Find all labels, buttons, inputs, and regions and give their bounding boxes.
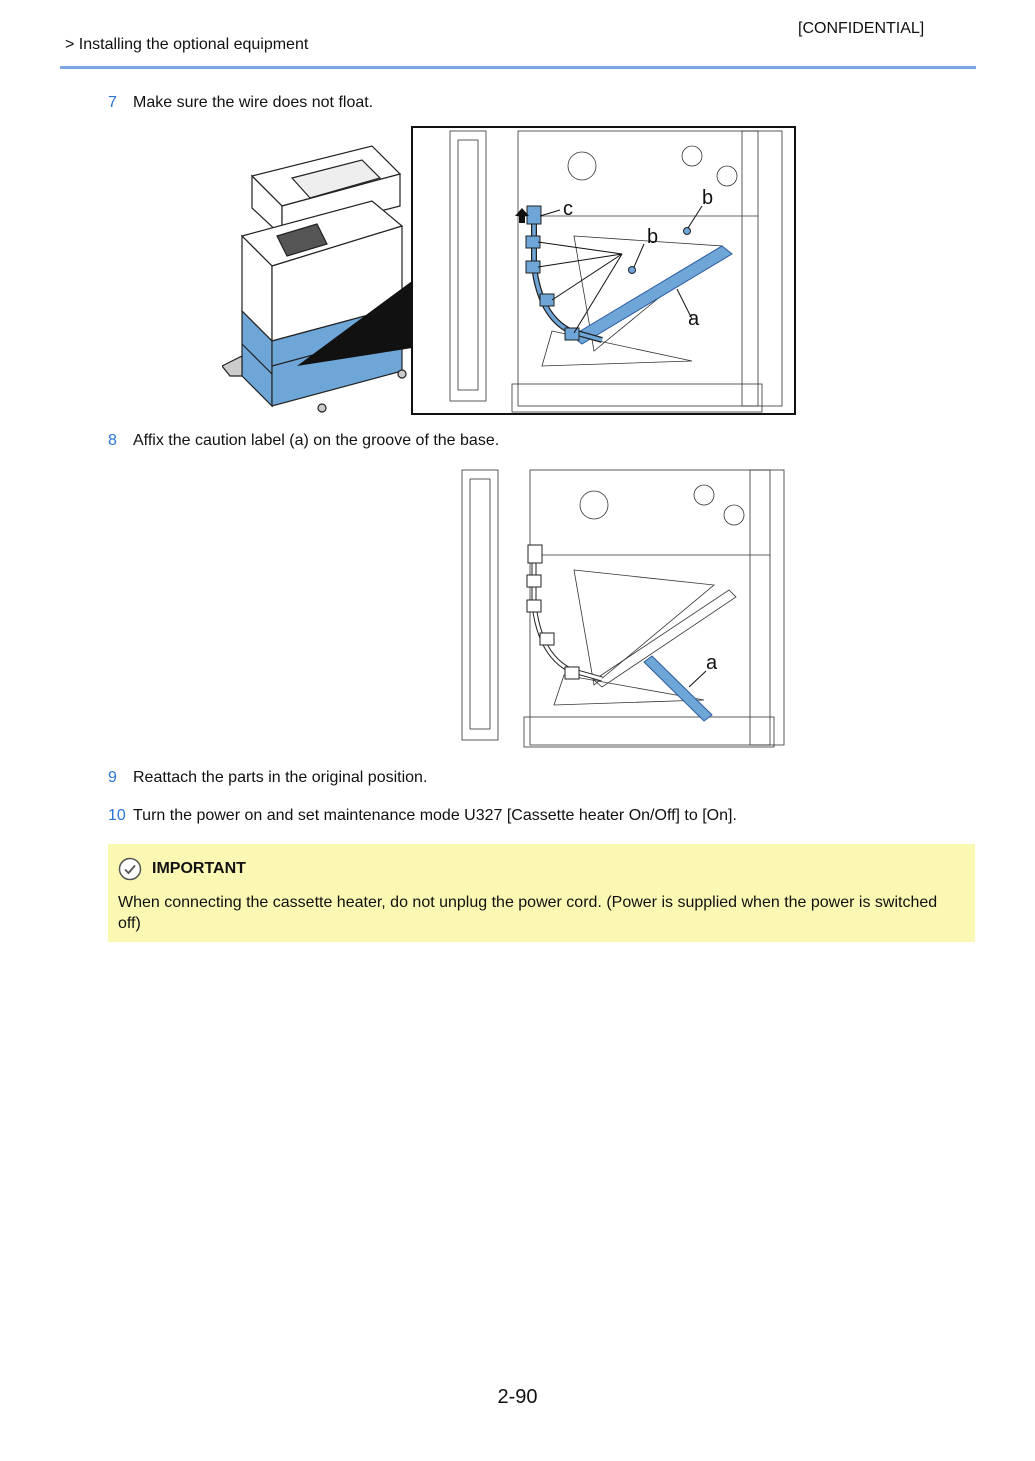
clamp (540, 633, 554, 645)
step-text: Reattach the parts in the original position. (133, 769, 428, 786)
clamp (527, 575, 541, 587)
page-number: 2-90 (497, 1386, 538, 1408)
step-text: Make sure the wire does not float. (133, 94, 374, 111)
connector (528, 545, 542, 563)
step-number: 7 (108, 94, 117, 111)
confidential-mark: [CONFIDENTIAL] (798, 20, 925, 37)
clamp (526, 236, 540, 248)
callout-b: b (702, 187, 714, 209)
step-text: Turn the power on and set maintenance mode U327 [Cassette heater On/Off] to [On]. (133, 807, 737, 824)
leader-line (689, 671, 706, 687)
clamp (527, 600, 541, 612)
callout-c: c (563, 198, 573, 220)
breadcrumb[interactable]: > Installing the optional equipment (65, 36, 309, 53)
check-circle-icon (118, 857, 142, 881)
clamp (565, 667, 579, 679)
step-number: 8 (108, 432, 117, 449)
clamp (540, 294, 554, 306)
important-box (108, 844, 975, 942)
callout-b: b (647, 226, 659, 248)
clamp (565, 328, 579, 340)
important-title: IMPORTANT (152, 860, 246, 877)
callout-a: a (706, 652, 718, 674)
screw-b (684, 228, 691, 235)
important-text: When connecting the cassette heater, do not unplug the power cord. (Power is supplied when the power is switched off) (118, 894, 938, 932)
detail-frame (412, 127, 795, 414)
figure-caution-label-illustration (444, 465, 786, 749)
heater-wire (534, 547, 602, 679)
base-frame-lines (462, 470, 784, 747)
step-text: Affix the caution label (a) on the groove of the base. (133, 432, 500, 449)
figure-caution-label (444, 465, 786, 749)
connector-c (527, 206, 541, 224)
step-number: 9 (108, 769, 117, 786)
figure-wire-routing-illustration (222, 126, 796, 415)
caution-label-a (644, 656, 712, 721)
clamp (526, 261, 540, 273)
step-number: 10 (108, 807, 126, 824)
callout-a: a (688, 308, 700, 330)
screw-b (629, 267, 636, 274)
figure-wire-routing (222, 126, 796, 415)
header-rule (60, 66, 976, 69)
printer-illustration (222, 146, 406, 412)
